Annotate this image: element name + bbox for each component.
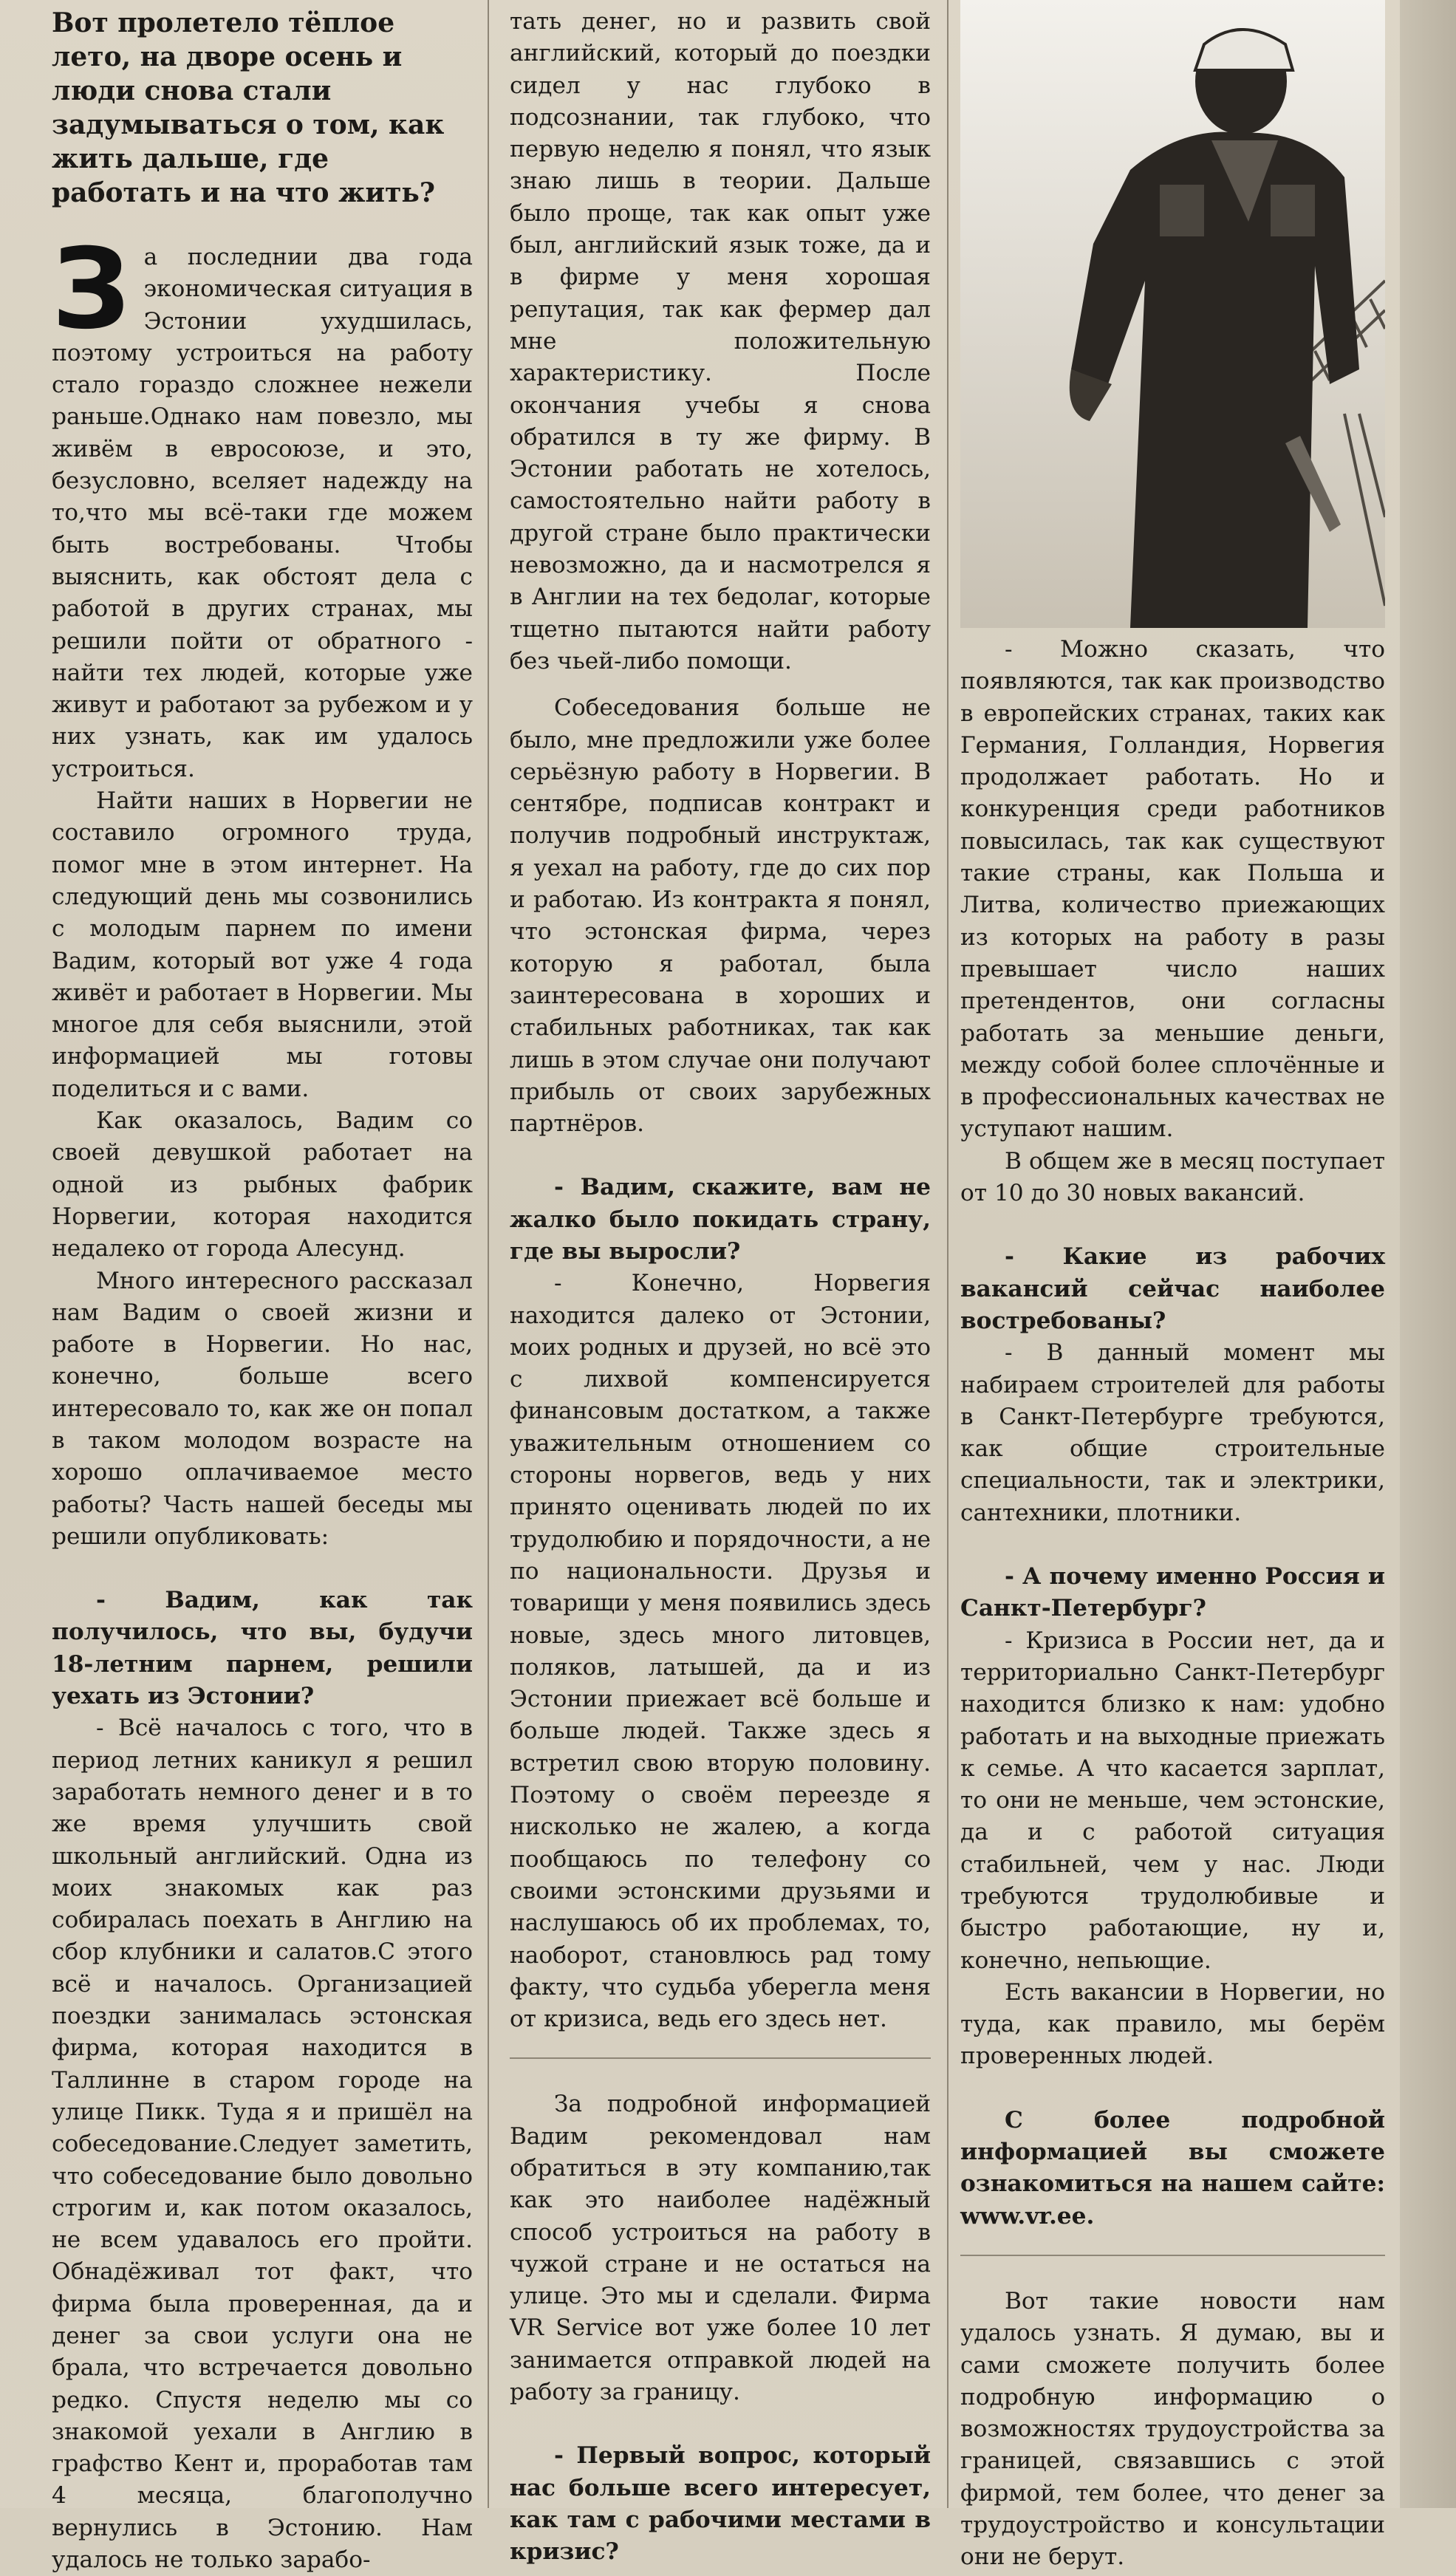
interview-question: С более подробной информацией вы сможете ознакомиться на нашем сайте: www.vr.ee.	[960, 2106, 1385, 2230]
interview-question: - Первый вопрос, который нас больше всего интересует, как там с рабочими местами в кризис?	[510, 2442, 931, 2566]
paragraph: Как оказалось, Вадим со своей девушкой работает на одной из рыбных фабрик Норвегии, которая находится недалеко от города Алесунд.	[52, 1107, 473, 1263]
paragraph: Найти наших в Норвегии не составило огромного труда, помог мне в этом интернет. На следующий день мы созвонились с молодым парнем по имени Вадим, который вот уже 4 года живёт и работает в Норвегии. Мы многое для себя выяснили, этой информацией мы готовы поделиться и с вами.	[52, 788, 473, 1102]
column-1	[52, 6, 473, 2576]
paragraph: а последнии два года экономическая ситуация в Эстонии ухудшилась, поэтому устроиться на работу стало гораздо сложнее нежели раньше.Однако нам повезло, мы живём в евросоюзе, и это, безусловно, вселяет надежду на то,что мы всё-таки где можем быть востребованы. Чтобы выяснить, как обстоят дела с работой в других странах, мы решили пойти от обратного - найти тех людей, которые уже живут и работают за рубежом и у них узнать, как им удалось устроиться.	[52, 244, 473, 782]
paragraph: Есть вакансии в Норвегии, но туда, как правило, мы берём проверенных людей.	[960, 1978, 1385, 2070]
column-divider	[947, 0, 949, 2508]
paragraph: Собеседования больше не было, мне предложили уже более серьёзную работу в Норвегии. В сентябре, подписав контракт и получив подробный инструктаж, я уехал на работу, где до сих пор и работаю. Из контракта я понял, что эстонская фирма, через которую я работал, была заинтересована в хороших и стабильных работниках, так как лишь в этом случае они получают прибыль от своих зарубежных партнёров.	[510, 694, 931, 1138]
adjacent-page-edge	[1400, 0, 1456, 2508]
interview-question: - Вадим, как так получилось, что вы, будучи 18-летним парнем, решили уехать из Эстонии?	[52, 1587, 473, 1710]
interview-question: - А почему именно Россия и Санкт-Петербург?	[960, 1563, 1385, 1622]
paragraph: Вот такие новости нам удалось узнать. Я думаю, вы и сами сможете получить более подробную информацию о возможностях трудоустройства за границей, связавшись с этой фирмой, тем более, что денег за трудоустройство и консультации они не берут.	[960, 2287, 1385, 2571]
paragraph: - Кризиса в России нет, да и территориально Санкт-Петербург находится близко к нам: удобно работать и на выходные приежать к семье. А что касается зарплат, то они не меньше, чем эстонские, да и с работой ситуация стабильней, чем у нас. Люди требуются трудолюбивые и быстро работающие, ну и, конечно, непьющие.	[960, 1627, 1385, 1974]
worker-photo	[960, 0, 1385, 628]
construction-worker-photo-icon	[960, 0, 1385, 628]
article-lead: Вот пролетело тёплое лето, на дворе осень и люди снова стали задумываться о том, как жить дальше, где работать и на что жить?	[52, 7, 445, 208]
drop-cap: З	[52, 225, 131, 354]
paragraph: - Всё началось с того, что в период летних каникул я решил заработать немного денег и в то же время улучшить свой школьный английский. Одна из моих знакомых как раз собиралась поехать в Англию на сбор клубники и салатов.С этого всё и началось. Организацией поездки занималась эстонская фирма, которая находится в Таллинне в старом городе на улице Пикк. Туда я и пришёл на собеседование.Следует заметить, что собеседование было довольно строгим и, как потом оказалось, не всем удавалось его пройти. Обнадёживал тот факт, что фирма была проверенная, да и денег за свои услуги она не брала, что встречается довольно редко. Спустя неделю мы со знакомой уехали в Англию в графство Кент и, проработав там 4 месяца, благополучно вернулись в Эстонию. Нам удалось не только зарабо-	[52, 1715, 473, 2574]
interview-question: - Какие из рабочих вакансий сейчас наиболее востребованы?	[960, 1243, 1385, 1334]
column-divider	[488, 0, 489, 2508]
paragraph: Много интересного рассказал нам Вадим о своей жизни и работе в Норвегии. Но нас, конечно, больше всего интересовало то, как же он попал в таком молодом возрасте на хорошо оплачиваемое место работы? Часть нашей беседы мы решили опубликовать:	[52, 1267, 473, 1550]
paragraph: В общем же в месяц поступает от 10 до 30 новых вакансий.	[960, 1147, 1385, 1207]
section-divider	[960, 2255, 1385, 2256]
paragraph: - В данный момент мы набираем строителей для работы в Санкт-Петербурге требуются, как общие строительные специальности, так и электрики, сантехники, плотники.	[960, 1339, 1385, 1526]
section-divider	[510, 2057, 931, 2059]
column-2	[510, 6, 931, 2569]
column-3	[960, 634, 1385, 2574]
paragraph: - Можно сказать, что появляются, так как производство в европейских странах, таких как Германия, Голландия, Норвегия продолжает работать. Но и конкуренция среди работников повысилась, так как существуют такие страны, как Польша и Литва, количество приежающих из которых на работу в разы превышает число наших претендентов, они согласны работать за меньшие деньги, между собой более сплочённые и в профессиональных качествах не уступают нашим.	[960, 636, 1385, 1143]
paragraph: - Конечно, Норвегия находится далеко от Эстонии, моих родных и друзей, но всё это с лихвой компенсируется финансовым достатком, а также уважительным отношением со стороны норвегов, ведь у них принято оценивать людей по их трудолюбию и порядочности, а не по национальности. Друзья и товарищи у меня появились здесь новые, здесь много литовцев, поляков, латышей, да и из Эстонии приежает всё больше и больше людей. Также здесь я встретил свою вторую половину. Поэтому о своём переезде я нисколько не жалею, а когда пообщаюсь по телефону со своими эстонскими друзьями и наслушаюсь об их проблемах, то, наоборот, становлюсь рад тому факту, что судьба уберегла меня от кризиса, ведь его здесь нет.	[510, 1270, 931, 2033]
paragraph: тать денег, но и развить свой английский, который до поездки сидел у нас глубоко в подсознании, так глубоко, что первую неделю я понял, что язык знаю лишь в теории. Дальше было проще, так как опыт уже был, английский язык тоже, да и в фирме у меня хорошая репутация, так как фермер дал мне положительную характеристику. После окончания учебы я снова обратился в ту же фирму. В Эстонии работать не хотелось, самостоятельно найти работу в другой стране было практически невозможно, да и насмотрелся я в Англии на тех бедолаг, которые тщетно пытаются найти работу без чьей-либо помощи.	[510, 8, 931, 674]
interview-question: - Вадим, скажите, вам не жалко было покидать страну, где вы выросли?	[510, 1174, 931, 1265]
paragraph: За подробной информацией Вадим рекомендовал нам обратиться в эту компанию,так как это наиболее надёжный способ устроиться на работу в чужой стране и не остаться на улице. Это мы и сделали. Фирма VR Service вот уже более 10 лет занимается отправкой людей на работу за границу.	[510, 2091, 931, 2406]
